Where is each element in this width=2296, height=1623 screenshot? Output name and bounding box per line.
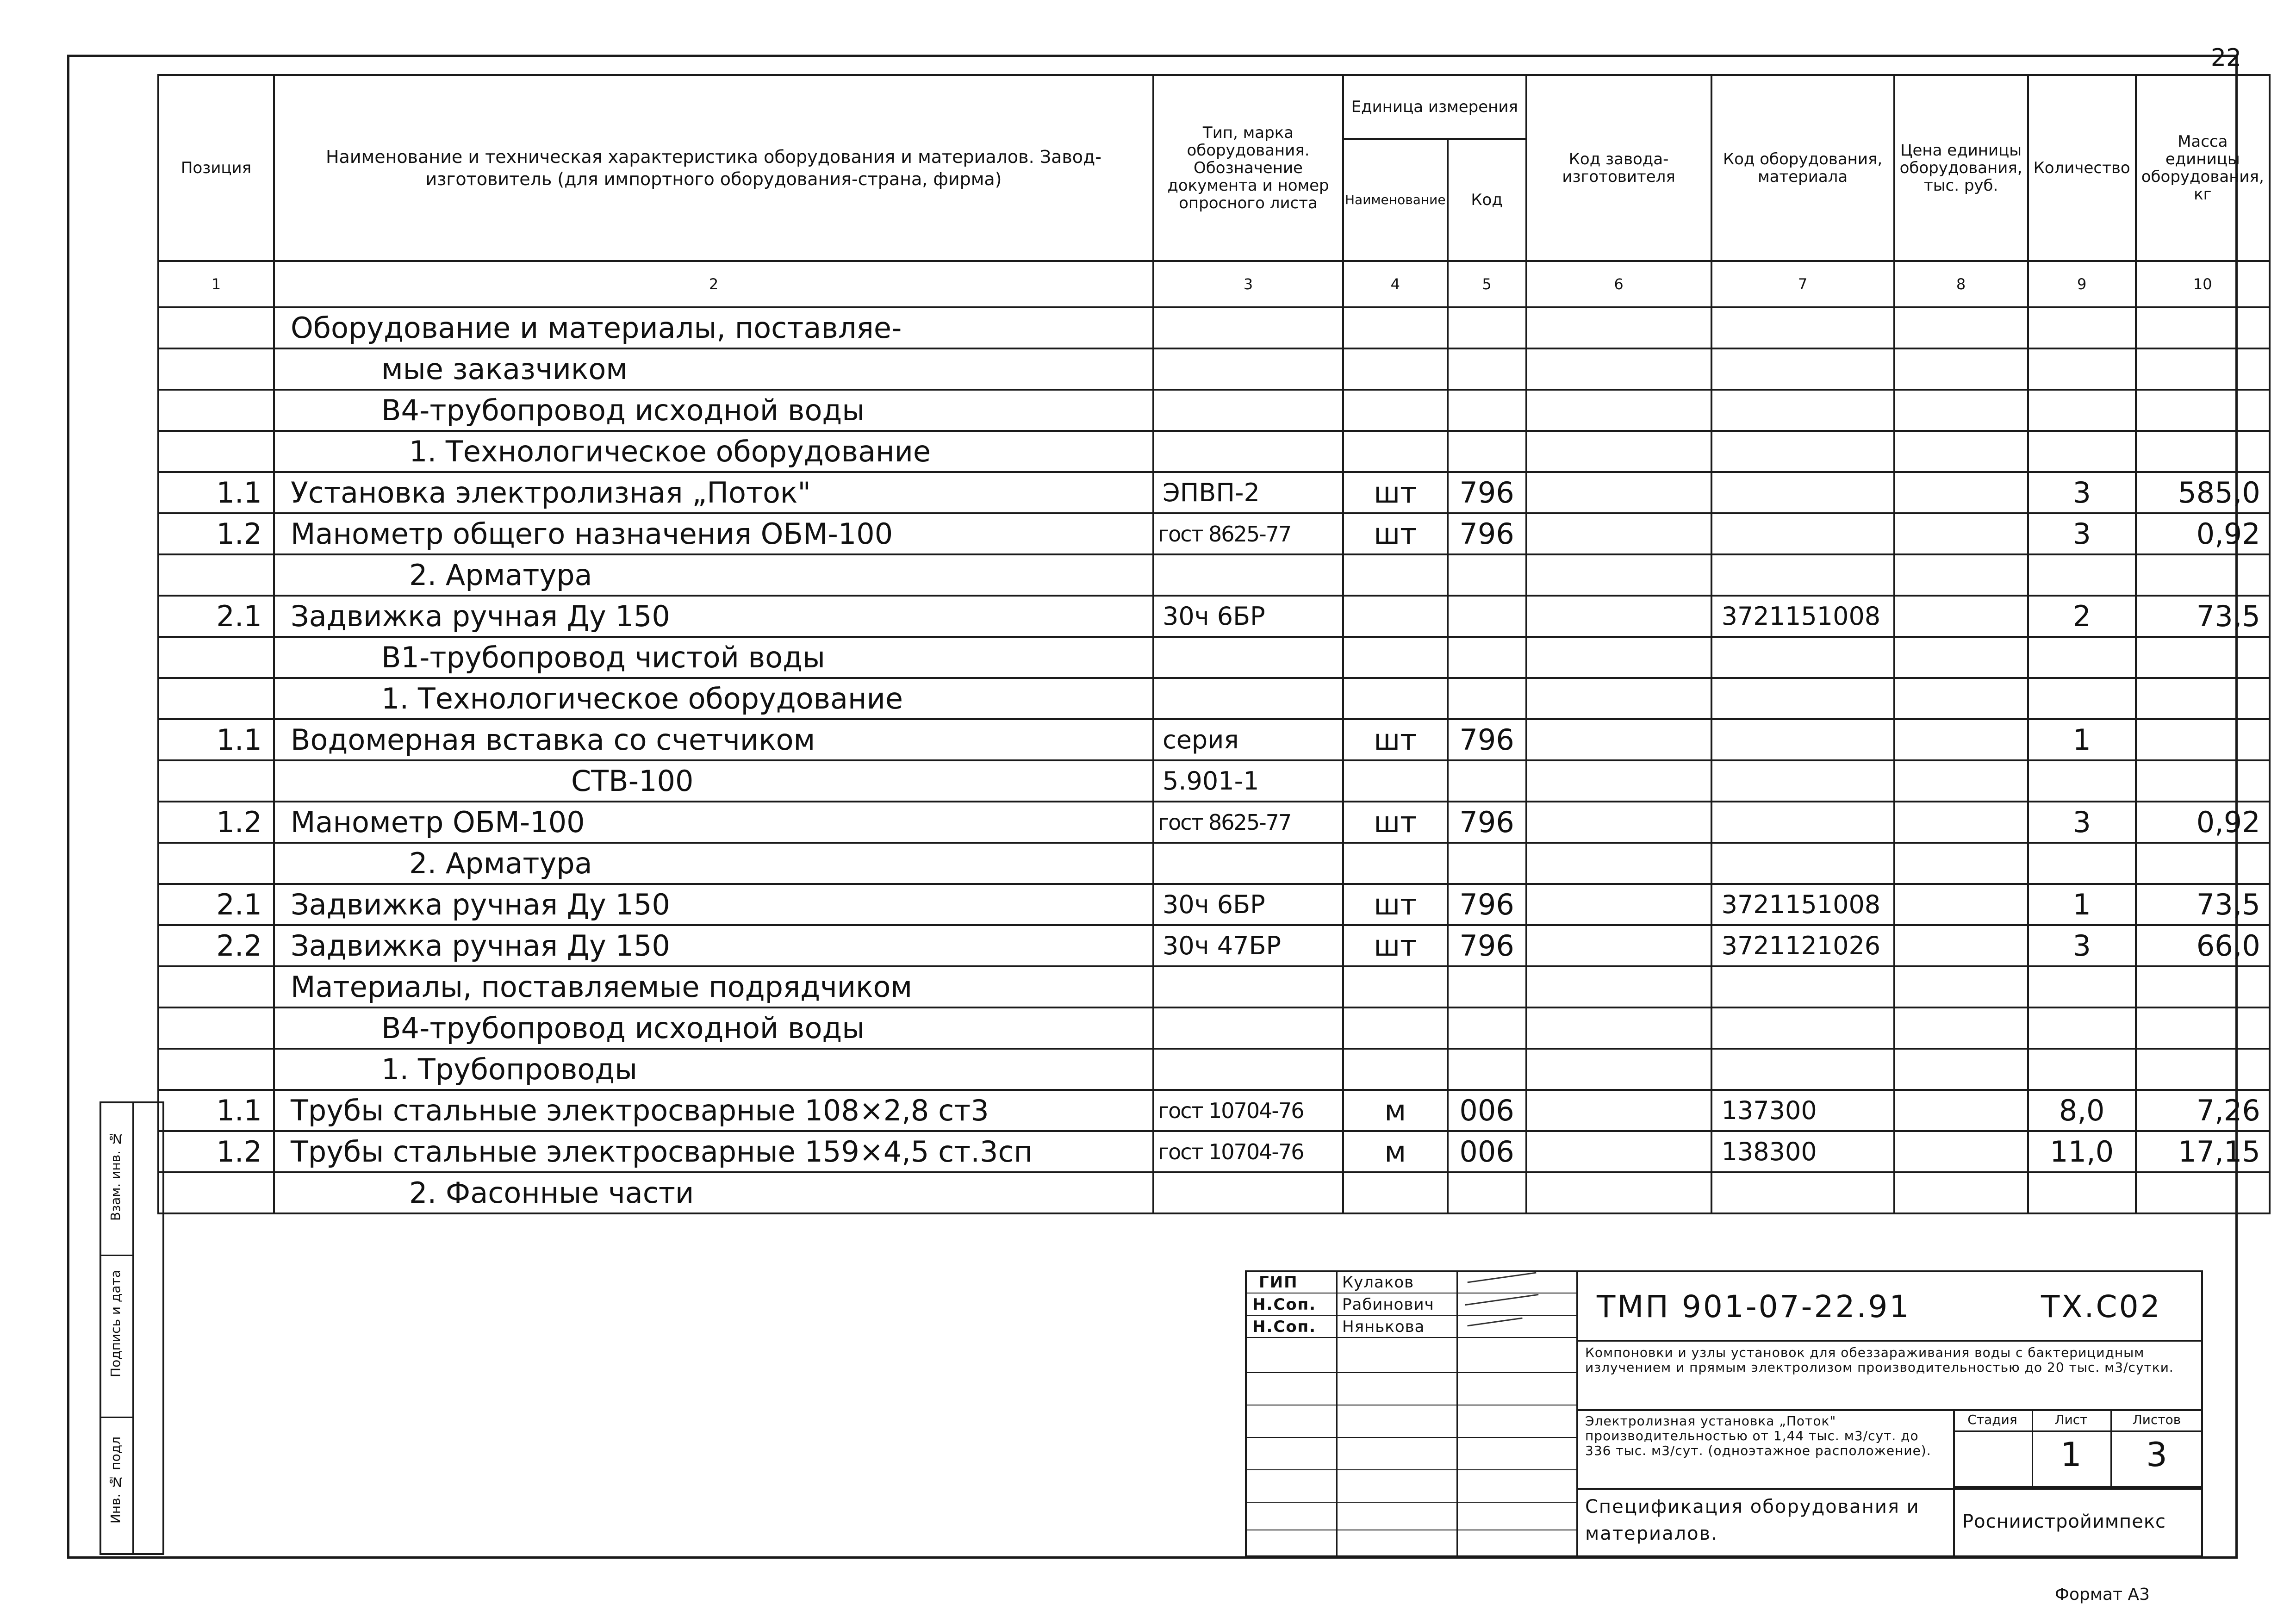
type-cell: гост 10704-76 xyxy=(1153,1131,1343,1172)
quantity-cell xyxy=(2028,307,2136,348)
mass-cell: 73,5 xyxy=(2136,884,2270,925)
mass-cell xyxy=(2136,1172,2270,1213)
material-code-cell xyxy=(1711,307,1894,348)
factory-code-cell xyxy=(1526,596,1711,637)
inv-no-label: Инв. № подл xyxy=(108,1436,123,1524)
position-cell xyxy=(158,760,274,802)
doc-code: ТМП 901-07-22.91 xyxy=(1597,1289,1911,1325)
position-cell xyxy=(158,554,274,596)
unit-cell xyxy=(1343,596,1448,637)
name-cell: В1-трубопровод чистой воды xyxy=(274,637,1153,678)
type-cell xyxy=(1153,1007,1343,1049)
quantity-cell xyxy=(2028,966,2136,1007)
factory-code-cell xyxy=(1526,472,1711,513)
position-cell: 1.2 xyxy=(158,513,274,554)
factory-code-cell xyxy=(1526,390,1711,431)
table-row xyxy=(158,1131,2270,1172)
doc-title: Спецификация оборудования и материалов. xyxy=(1585,1496,1920,1544)
factory-code-cell xyxy=(1526,348,1711,390)
type-cell: 30ч 47БР xyxy=(1153,925,1343,966)
table-row xyxy=(158,348,2270,390)
quantity-cell xyxy=(2028,390,2136,431)
material-code-cell xyxy=(1711,431,1894,472)
quantity-cell xyxy=(2028,1172,2136,1213)
mass-cell: 73,5 xyxy=(2136,596,2270,637)
table-row xyxy=(158,390,2270,431)
unit-cell: шт xyxy=(1343,472,1448,513)
unit-cell xyxy=(1343,843,1448,884)
type-cell xyxy=(1153,966,1343,1007)
unit-cell: шт xyxy=(1343,513,1448,554)
type-cell: 5.901-1 xyxy=(1153,760,1343,802)
material-code-cell xyxy=(1711,719,1894,760)
material-code-cell: 138300 xyxy=(1711,1131,1894,1172)
table-row xyxy=(158,925,2270,966)
factory-code-cell xyxy=(1526,925,1711,966)
quantity-cell: 3 xyxy=(2028,802,2136,843)
price-cell xyxy=(1894,1131,2028,1172)
factory-code-cell xyxy=(1526,719,1711,760)
price-cell xyxy=(1894,802,2028,843)
mass-cell xyxy=(2136,966,2270,1007)
unit-code-cell: 796 xyxy=(1448,925,1526,966)
material-code-cell: 3721121026 xyxy=(1711,925,1894,966)
unit-code-cell xyxy=(1448,760,1526,802)
material-code-cell xyxy=(1711,802,1894,843)
unit-code-cell xyxy=(1448,307,1526,348)
factory-code-cell xyxy=(1526,554,1711,596)
price-cell xyxy=(1894,1090,2028,1131)
table-row xyxy=(158,431,2270,472)
header-unit-name: Наименование xyxy=(1343,139,1448,261)
position-cell: 1.1 xyxy=(158,719,274,760)
unit-code-cell xyxy=(1448,348,1526,390)
name-cell: 1. Технологическое оборудование xyxy=(274,431,1153,472)
position-cell xyxy=(158,390,274,431)
quantity-cell: 2 xyxy=(2028,596,2136,637)
material-code-cell xyxy=(1711,678,1894,719)
unit-cell: м xyxy=(1343,1131,1448,1172)
type-cell: гост 8625-77 xyxy=(1153,802,1343,843)
position-cell xyxy=(158,1172,274,1213)
side-cell-replace xyxy=(101,1103,134,1256)
price-cell xyxy=(1894,1049,2028,1090)
specification-table xyxy=(157,74,2271,1214)
column-numbers-row xyxy=(158,261,2270,307)
side-stamp xyxy=(100,1101,164,1555)
name-cell: Манометр ОБМ-100 xyxy=(274,802,1153,843)
material-code-cell xyxy=(1711,472,1894,513)
price-cell xyxy=(1894,925,2028,966)
mass-cell xyxy=(2136,1049,2270,1090)
factory-code-cell xyxy=(1526,637,1711,678)
header-unit-group: Единица измерения xyxy=(1343,75,1526,139)
table-row xyxy=(158,760,2270,802)
material-code-cell xyxy=(1711,1172,1894,1213)
unit-code-cell xyxy=(1448,1172,1526,1213)
role-label: Н.Соп. xyxy=(1252,1318,1317,1336)
unit-code-cell: 796 xyxy=(1448,719,1526,760)
table-row xyxy=(158,307,2270,348)
mass-cell: 66,0 xyxy=(2136,925,2270,966)
quantity-cell: 11,0 xyxy=(2028,1131,2136,1172)
name-cell: Манометр общего назначения ОБМ-100 xyxy=(274,513,1153,554)
unit-cell: шт xyxy=(1343,925,1448,966)
material-code-cell: 137300 xyxy=(1711,1090,1894,1131)
stage-label: Стадия xyxy=(1967,1412,2017,1427)
role-person: Рабинович xyxy=(1342,1295,1434,1314)
type-cell xyxy=(1153,348,1343,390)
name-cell: 1. Технологическое оборудование xyxy=(274,678,1153,719)
position-cell: 1.2 xyxy=(158,1131,274,1172)
factory-code-cell xyxy=(1526,1049,1711,1090)
sheets-value: 3 xyxy=(2146,1435,2167,1474)
quantity-cell: 3 xyxy=(2028,513,2136,554)
price-cell xyxy=(1894,472,2028,513)
material-code-cell xyxy=(1711,1007,1894,1049)
price-cell xyxy=(1894,884,2028,925)
table-row xyxy=(158,719,2270,760)
mass-cell: 0,92 xyxy=(2136,802,2270,843)
quantity-cell: 1 xyxy=(2028,884,2136,925)
price-cell xyxy=(1894,719,2028,760)
factory-code-cell xyxy=(1526,1090,1711,1131)
unit-cell xyxy=(1343,1172,1448,1213)
unit-code-cell xyxy=(1448,596,1526,637)
type-cell: 30ч 6БР xyxy=(1153,884,1343,925)
factory-code-cell xyxy=(1526,884,1711,925)
price-cell xyxy=(1894,390,2028,431)
material-code-cell xyxy=(1711,966,1894,1007)
unit-cell: шт xyxy=(1343,884,1448,925)
quantity-cell xyxy=(2028,843,2136,884)
column-number: 9 xyxy=(2028,261,2136,307)
position-cell xyxy=(158,843,274,884)
quantity-cell xyxy=(2028,760,2136,802)
unit-cell: шт xyxy=(1343,802,1448,843)
sheet-label: Лист xyxy=(2054,1412,2088,1427)
unit-code-cell xyxy=(1448,1007,1526,1049)
object-title: Электролизная установка „Поток" производительностью от 1,44 тыс. м3/сут. до 336 тыс. м3/сут. (одноэтажное расположение). xyxy=(1585,1413,1931,1458)
header-factory-code: Код завода-изготовителя xyxy=(1526,75,1711,261)
price-cell xyxy=(1894,596,2028,637)
position-cell xyxy=(158,1007,274,1049)
position-cell xyxy=(158,1049,274,1090)
header-qty: Количество xyxy=(2028,75,2136,261)
table-row xyxy=(158,1049,2270,1090)
type-cell xyxy=(1153,637,1343,678)
factory-code-cell xyxy=(1526,431,1711,472)
material-code-cell xyxy=(1711,390,1894,431)
position-cell: 1.1 xyxy=(158,1090,274,1131)
price-cell xyxy=(1894,1007,2028,1049)
unit-code-cell: 796 xyxy=(1448,802,1526,843)
sign-date-label: Подпись и дата xyxy=(108,1270,123,1377)
table-row xyxy=(158,554,2270,596)
price-cell xyxy=(1894,843,2028,884)
quantity-cell xyxy=(2028,554,2136,596)
material-code-cell xyxy=(1711,554,1894,596)
table-row xyxy=(158,637,2270,678)
type-cell xyxy=(1153,843,1343,884)
unit-code-cell xyxy=(1448,1049,1526,1090)
price-cell xyxy=(1894,1172,2028,1213)
material-code-cell xyxy=(1711,513,1894,554)
mass-cell xyxy=(2136,843,2270,884)
header-name: Наименование и техническая характеристика оборудования и материалов. Завод-изготовитель (для импортного оборудования-страна, фирма) xyxy=(274,75,1153,261)
position-cell: 1.1 xyxy=(158,472,274,513)
format-label: Формат А3 xyxy=(2055,1585,2150,1604)
type-cell xyxy=(1153,431,1343,472)
position-cell: 2.2 xyxy=(158,925,274,966)
mass-cell: 0,92 xyxy=(2136,513,2270,554)
unit-cell xyxy=(1343,637,1448,678)
mass-cell xyxy=(2136,637,2270,678)
unit-code-cell: 796 xyxy=(1448,884,1526,925)
type-cell xyxy=(1153,307,1343,348)
position-cell: 2.1 xyxy=(158,596,274,637)
position-cell: 2.1 xyxy=(158,884,274,925)
material-code-cell xyxy=(1711,760,1894,802)
quantity-cell xyxy=(2028,1007,2136,1049)
name-cell: Задвижка ручная Ду 150 xyxy=(274,925,1153,966)
mass-cell xyxy=(2136,431,2270,472)
unit-cell xyxy=(1343,966,1448,1007)
position-cell xyxy=(158,307,274,348)
column-number: 7 xyxy=(1711,261,1894,307)
sheet-value: 1 xyxy=(2060,1435,2082,1474)
unit-code-cell: 006 xyxy=(1448,1131,1526,1172)
column-number: 10 xyxy=(2136,261,2270,307)
name-cell: Установка электролизная „Поток" xyxy=(274,472,1153,513)
factory-code-cell xyxy=(1526,1131,1711,1172)
factory-code-cell xyxy=(1526,802,1711,843)
type-cell: ЭПВП-2 xyxy=(1153,472,1343,513)
type-cell: 30ч 6БР xyxy=(1153,596,1343,637)
unit-code-cell xyxy=(1448,843,1526,884)
quantity-cell xyxy=(2028,431,2136,472)
type-cell: серия xyxy=(1153,719,1343,760)
price-cell xyxy=(1894,678,2028,719)
type-cell xyxy=(1153,554,1343,596)
specification-body xyxy=(158,261,2270,1213)
unit-cell xyxy=(1343,390,1448,431)
factory-code-cell xyxy=(1526,1172,1711,1213)
unit-code-cell xyxy=(1448,966,1526,1007)
unit-cell xyxy=(1343,307,1448,348)
table-row xyxy=(158,802,2270,843)
mass-cell: 17,15 xyxy=(2136,1131,2270,1172)
unit-code-cell xyxy=(1448,431,1526,472)
header-type: Тип, марка оборудования. Обозначение документа и номер опросного листа xyxy=(1153,75,1343,261)
role-label: ГИП xyxy=(1259,1273,1298,1292)
unit-cell xyxy=(1343,1049,1448,1090)
factory-code-cell xyxy=(1526,1007,1711,1049)
price-cell xyxy=(1894,966,2028,1007)
material-code-cell xyxy=(1711,1049,1894,1090)
unit-cell xyxy=(1343,678,1448,719)
side-cell-sign xyxy=(101,1256,134,1418)
project-title: Компоновки и узлы установок для обеззараживания воды с бактерицидным излучением и прямым электролизом производительностью до 20 тыс. м3/сутки. xyxy=(1585,1345,2174,1375)
type-cell: гост 10704-76 xyxy=(1153,1090,1343,1131)
unit-code-cell xyxy=(1448,390,1526,431)
position-cell xyxy=(158,966,274,1007)
unit-cell: шт xyxy=(1343,719,1448,760)
doc-mark: ТХ.С02 xyxy=(2041,1289,2162,1325)
name-cell: 1. Трубопроводы xyxy=(274,1049,1153,1090)
organization-name: Росниистройимпекс xyxy=(1962,1511,2166,1532)
type-cell xyxy=(1153,1172,1343,1213)
price-cell xyxy=(1894,637,2028,678)
mass-cell xyxy=(2136,1007,2270,1049)
table-row xyxy=(158,843,2270,884)
unit-code-cell xyxy=(1448,637,1526,678)
table-row xyxy=(158,678,2270,719)
name-cell: 2. Фасонные части xyxy=(274,1172,1153,1213)
mass-cell: 7,26 xyxy=(2136,1090,2270,1131)
column-number: 6 xyxy=(1526,261,1711,307)
name-cell: мые заказчиком xyxy=(274,348,1153,390)
type-cell xyxy=(1153,390,1343,431)
price-cell xyxy=(1894,431,2028,472)
mass-cell xyxy=(2136,760,2270,802)
name-cell: Оборудование и материалы, поставляе- xyxy=(274,307,1153,348)
unit-cell xyxy=(1343,1007,1448,1049)
mass-cell xyxy=(2136,554,2270,596)
unit-cell xyxy=(1343,431,1448,472)
table-row xyxy=(158,1007,2270,1049)
unit-cell xyxy=(1343,554,1448,596)
unit-code-cell: 796 xyxy=(1448,513,1526,554)
quantity-cell: 3 xyxy=(2028,472,2136,513)
column-number: 3 xyxy=(1153,261,1343,307)
table-row xyxy=(158,513,2270,554)
unit-code-cell: 796 xyxy=(1448,472,1526,513)
factory-code-cell xyxy=(1526,678,1711,719)
side-cell-inv xyxy=(101,1418,134,1553)
type-cell: гост 8625-77 xyxy=(1153,513,1343,554)
factory-code-cell xyxy=(1526,843,1711,884)
quantity-cell: 3 xyxy=(2028,925,2136,966)
replace-inv-label: Взам. инв. № xyxy=(108,1131,123,1221)
factory-code-cell xyxy=(1526,513,1711,554)
name-cell: Трубы стальные электросварные 108×2,8 ст3 xyxy=(274,1090,1153,1131)
quantity-cell xyxy=(2028,348,2136,390)
name-cell: 2. Арматура xyxy=(274,843,1153,884)
name-cell: В4-трубопровод исходной воды xyxy=(274,390,1153,431)
position-cell xyxy=(158,348,274,390)
position-cell xyxy=(158,637,274,678)
type-cell xyxy=(1153,1049,1343,1090)
column-number: 1 xyxy=(158,261,274,307)
unit-code-cell xyxy=(1448,678,1526,719)
material-code-cell xyxy=(1711,637,1894,678)
name-cell: Трубы стальные электросварные 159×4,5 ст.3сп xyxy=(274,1131,1153,1172)
position-cell xyxy=(158,431,274,472)
mass-cell: 585,0 xyxy=(2136,472,2270,513)
quantity-cell xyxy=(2028,637,2136,678)
role-person: Нянькова xyxy=(1342,1318,1425,1336)
material-code-cell xyxy=(1711,843,1894,884)
type-cell xyxy=(1153,678,1343,719)
unit-code-cell: 006 xyxy=(1448,1090,1526,1131)
name-cell: 2. Арматура xyxy=(274,554,1153,596)
unit-cell xyxy=(1343,348,1448,390)
sheets-label: Листов xyxy=(2132,1412,2181,1427)
header-material-code: Код оборудования, материала xyxy=(1711,75,1894,261)
quantity-cell: 8,0 xyxy=(2028,1090,2136,1131)
unit-cell: м xyxy=(1343,1090,1448,1131)
table-row xyxy=(158,596,2270,637)
name-cell: В4-трубопровод исходной воды xyxy=(274,1007,1153,1049)
title-block xyxy=(1245,1270,2203,1557)
material-code-cell: 3721151008 xyxy=(1711,884,1894,925)
column-number: 5 xyxy=(1448,261,1526,307)
header-unit-code: Код xyxy=(1448,139,1526,261)
position-cell xyxy=(158,678,274,719)
table-row xyxy=(158,472,2270,513)
quantity-cell: 1 xyxy=(2028,719,2136,760)
sheet-number: 22 xyxy=(2210,44,2242,72)
price-cell xyxy=(1894,760,2028,802)
table-row xyxy=(158,1172,2270,1213)
name-cell: Материалы, поставляемые подрядчиком xyxy=(274,966,1153,1007)
column-number: 2 xyxy=(274,261,1153,307)
factory-code-cell xyxy=(1526,760,1711,802)
name-cell: Водомерная вставка со счетчиком xyxy=(274,719,1153,760)
table-row xyxy=(158,966,2270,1007)
factory-code-cell xyxy=(1526,307,1711,348)
name-cell: Задвижка ручная Ду 150 xyxy=(274,596,1153,637)
price-cell xyxy=(1894,554,2028,596)
position-cell: 1.2 xyxy=(158,802,274,843)
header-position: Позиция xyxy=(158,75,274,261)
unit-cell xyxy=(1343,760,1448,802)
table-row xyxy=(158,884,2270,925)
name-cell: Задвижка ручная Ду 150 xyxy=(274,884,1153,925)
mass-cell xyxy=(2136,307,2270,348)
name-cell: СТВ-100 xyxy=(274,760,1153,802)
price-cell xyxy=(1894,513,2028,554)
column-number: 4 xyxy=(1343,261,1448,307)
quantity-cell xyxy=(2028,678,2136,719)
unit-code-cell xyxy=(1448,554,1526,596)
header-mass: Масса единицы оборудования, кг xyxy=(2136,75,2270,261)
table-row xyxy=(158,1090,2270,1131)
column-number: 8 xyxy=(1894,261,2028,307)
price-cell xyxy=(1894,348,2028,390)
mass-cell xyxy=(2136,719,2270,760)
material-code-cell: 3721151008 xyxy=(1711,596,1894,637)
mass-cell xyxy=(2136,678,2270,719)
mass-cell xyxy=(2136,390,2270,431)
material-code-cell xyxy=(1711,348,1894,390)
role-person: Кулаков xyxy=(1342,1273,1414,1292)
quantity-cell xyxy=(2028,1049,2136,1090)
price-cell xyxy=(1894,307,2028,348)
role-label: Н.Соп. xyxy=(1252,1295,1317,1314)
mass-cell xyxy=(2136,348,2270,390)
factory-code-cell xyxy=(1526,966,1711,1007)
header-price: Цена единицы оборудования, тыс. руб. xyxy=(1894,75,2028,261)
